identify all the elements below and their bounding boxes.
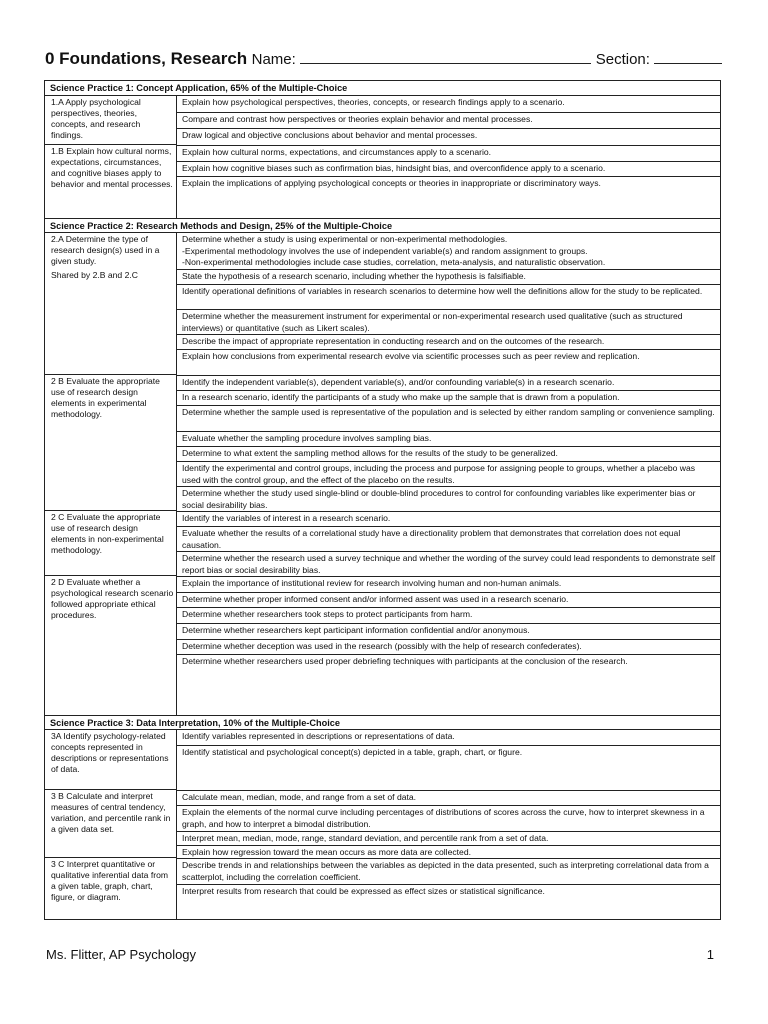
skill-label: 1.A Apply psychological perspectives, theories, concepts, and research findings.: [45, 96, 177, 145]
skill-item: Explain how cultural norms, expectations, and circumstances apply to a scenario.: [177, 145, 720, 161]
skill-item: Determine whether researchers used proper debriefing techniques with participants at the conclusion of the research.: [177, 654, 720, 715]
skill-item: Identify variables represented in descriptions or representations of data.: [182, 731, 455, 741]
skill-item: Determine whether the sample used is representative of the population and is selected by either random sampling or convenience sampling.: [177, 405, 720, 431]
skill-item: Describe the impact of appropriate representation in conducting research and on the outcomes of the research.: [177, 334, 720, 349]
sp3-heading: Science Practice 3: Data Interpretation, 10% of the Multiple-Choice: [45, 715, 720, 730]
skill-item: Determine whether researchers kept participant information confidential and/or anonymous.: [177, 623, 720, 639]
skill-item: Determine whether researchers took steps to protect participants from harm.: [177, 607, 720, 623]
sp1-heading: Science Practice 1: Concept Application, 65% of the Multiple-Choice: [45, 81, 720, 96]
skills-table: [44, 80, 721, 920]
skill-label: 3 C Interpret quantitative or qualitative inferential data from a given table, graph, chart, figure, or diagram.: [45, 858, 177, 919]
skill-label: 2 D Evaluate whether a psychological research scenario followed appropriate ethical procedures.: [45, 576, 177, 715]
skill-item: Explain the elements of the normal curve including percentages of distributions of scores across the curve, how to interpret skewness in a graph, and how to interpret a bimodal distribution.: [177, 805, 720, 831]
skill-item: Determine whether the research used a survey technique and whether the wording of the survey could lead respondents to demonstrate self report bias or social desirability bias.: [177, 551, 720, 576]
teacher-course: Ms. Flitter, AP Psychology: [46, 947, 197, 962]
skill-item: Interpret results from research that could be expressed as effect sizes or statistical significance.: [177, 884, 720, 919]
skill-item: Identify statistical and psychological concept(s) depicted in a table, graph, chart, or figure.: [177, 745, 720, 790]
skill-label: 2 C Evaluate the appropriate use of research design elements in non-experimental methodology.: [45, 511, 177, 576]
page-title: 0 Foundations, Research: [45, 49, 248, 68]
page-footer: [46, 947, 722, 962]
skill-label: 1.B Explain how cultural norms, expectations, circumstances, and cognitive biases apply to behavior and mental processes.: [45, 145, 177, 218]
skill-item: Determine whether the measurement instrument for experimental or non-experimental research used qualitative (such as structured interviews) or quantitative (such as Likert scales).: [177, 309, 720, 334]
section-blank[interactable]: [654, 49, 722, 64]
skill-item: Evaluate whether the sampling procedure involves sampling bias.: [177, 431, 720, 446]
name-blank[interactable]: [300, 49, 591, 64]
worksheet-header: [45, 49, 721, 69]
skill-item: Determine whether deception was used in the research (possibly with the help of research confederates).: [177, 639, 720, 654]
skill-item: Determine whether the study used single-blind or double-blind procedures to control for confounding variables like experimenter bias or social desirability bias.: [177, 486, 720, 511]
skill-item: Explain how regression toward the mean occurs as more data are collected.: [177, 845, 720, 858]
skill-item: Explain how conclusions from experimental research evolve via scientific processes such as peer review and replication.: [177, 349, 720, 375]
section-label: Section:: [595, 51, 650, 68]
skill-item: State the hypothesis of a research scenario, including whether the hypothesis is falsifiable.: [177, 269, 720, 284]
skill-item: Evaluate whether the results of a correlational study have a directionality problem that demonstrates that correlation does not equal causation.: [177, 526, 720, 551]
skill-item: Determine to what extent the sampling method allows for the results of the study to be generalized.: [177, 446, 720, 461]
skill-label: Shared by 2.B and 2.C: [45, 269, 177, 375]
page-number: 1: [706, 947, 714, 962]
skill-label: 3 B Calculate and interpret measures of central tendency, variation, and percentile rank in a given data set.: [45, 790, 177, 858]
sp2-heading: Science Practice 2: Research Methods and Design, 25% of the Multiple-Choice: [45, 218, 720, 233]
skill-item: Determine whether a study is using experimental or non-experimental methodologies. -Experimental methodology involves the use of independent variable(s) and random assignment to groups. -Non-experimental methodologies include case studies, correlation, meta-analysis, and naturalistic observation.: [182, 234, 606, 267]
skill-item: Compare and contrast how perspectives or theories explain behavior and mental processes.: [177, 112, 720, 128]
skill-item: Identify operational definitions of variables in research scenarios to determine how well the definitions allow for the study to be replicated.: [177, 284, 720, 309]
skill-item: Explain the importance of institutional review for research involving human and non-human animals.: [177, 576, 720, 592]
skill-item: Explain how cognitive biases such as confirmation bias, hindsight bias, and overconfidence apply to a scenario.: [177, 161, 720, 176]
name-label: Name:: [251, 51, 296, 68]
skill-item: Explain the implications of applying psychological concepts or theories in inappropriate or discriminatory ways.: [177, 176, 720, 218]
skill-item: Identify the variables of interest in a research scenario.: [177, 511, 720, 526]
skill-label: 2.A Determine the type of research design(s) used in a given study.: [45, 233, 177, 269]
skill-item: Calculate mean, median, mode, and range from a set of data.: [177, 790, 720, 805]
skill-item: Determine whether proper informed consent and/or informed assent was used in a research scenario.: [177, 592, 720, 607]
skill-item: Identify the independent variable(s), dependent variable(s), and/or confounding variable(s) in a research scenario.: [177, 375, 720, 390]
skill-item: Identify the experimental and control groups, including the process and purpose for assigning people to groups, whether a placebo was used with the control group, and the effect of the placebo on the results.: [177, 461, 720, 486]
skill-item: Describe trends in and relationships between the variables as depicted in the data presented, such as interpreting correlational data from a scatterplot, including the correlation coefficient.: [177, 858, 720, 884]
skill-item: Explain how psychological perspectives, theories, concepts, or research findings apply to a scenario.: [182, 97, 565, 107]
skill-item: Draw logical and objective conclusions about behavior and mental processes.: [177, 128, 720, 145]
skill-label: 3A Identify psychology-related concepts represented in descriptions or representations of data.: [45, 730, 177, 790]
skill-item: Interpret mean, median, mode, range, standard deviation, and percentile rank from a set of data.: [177, 831, 720, 845]
skill-item: In a research scenario, identify the participants of a study who make up the sample that is drawn from a population.: [177, 390, 720, 405]
skill-label: 2 B Evaluate the appropriate use of research design elements in experimental methodology.: [45, 375, 177, 511]
